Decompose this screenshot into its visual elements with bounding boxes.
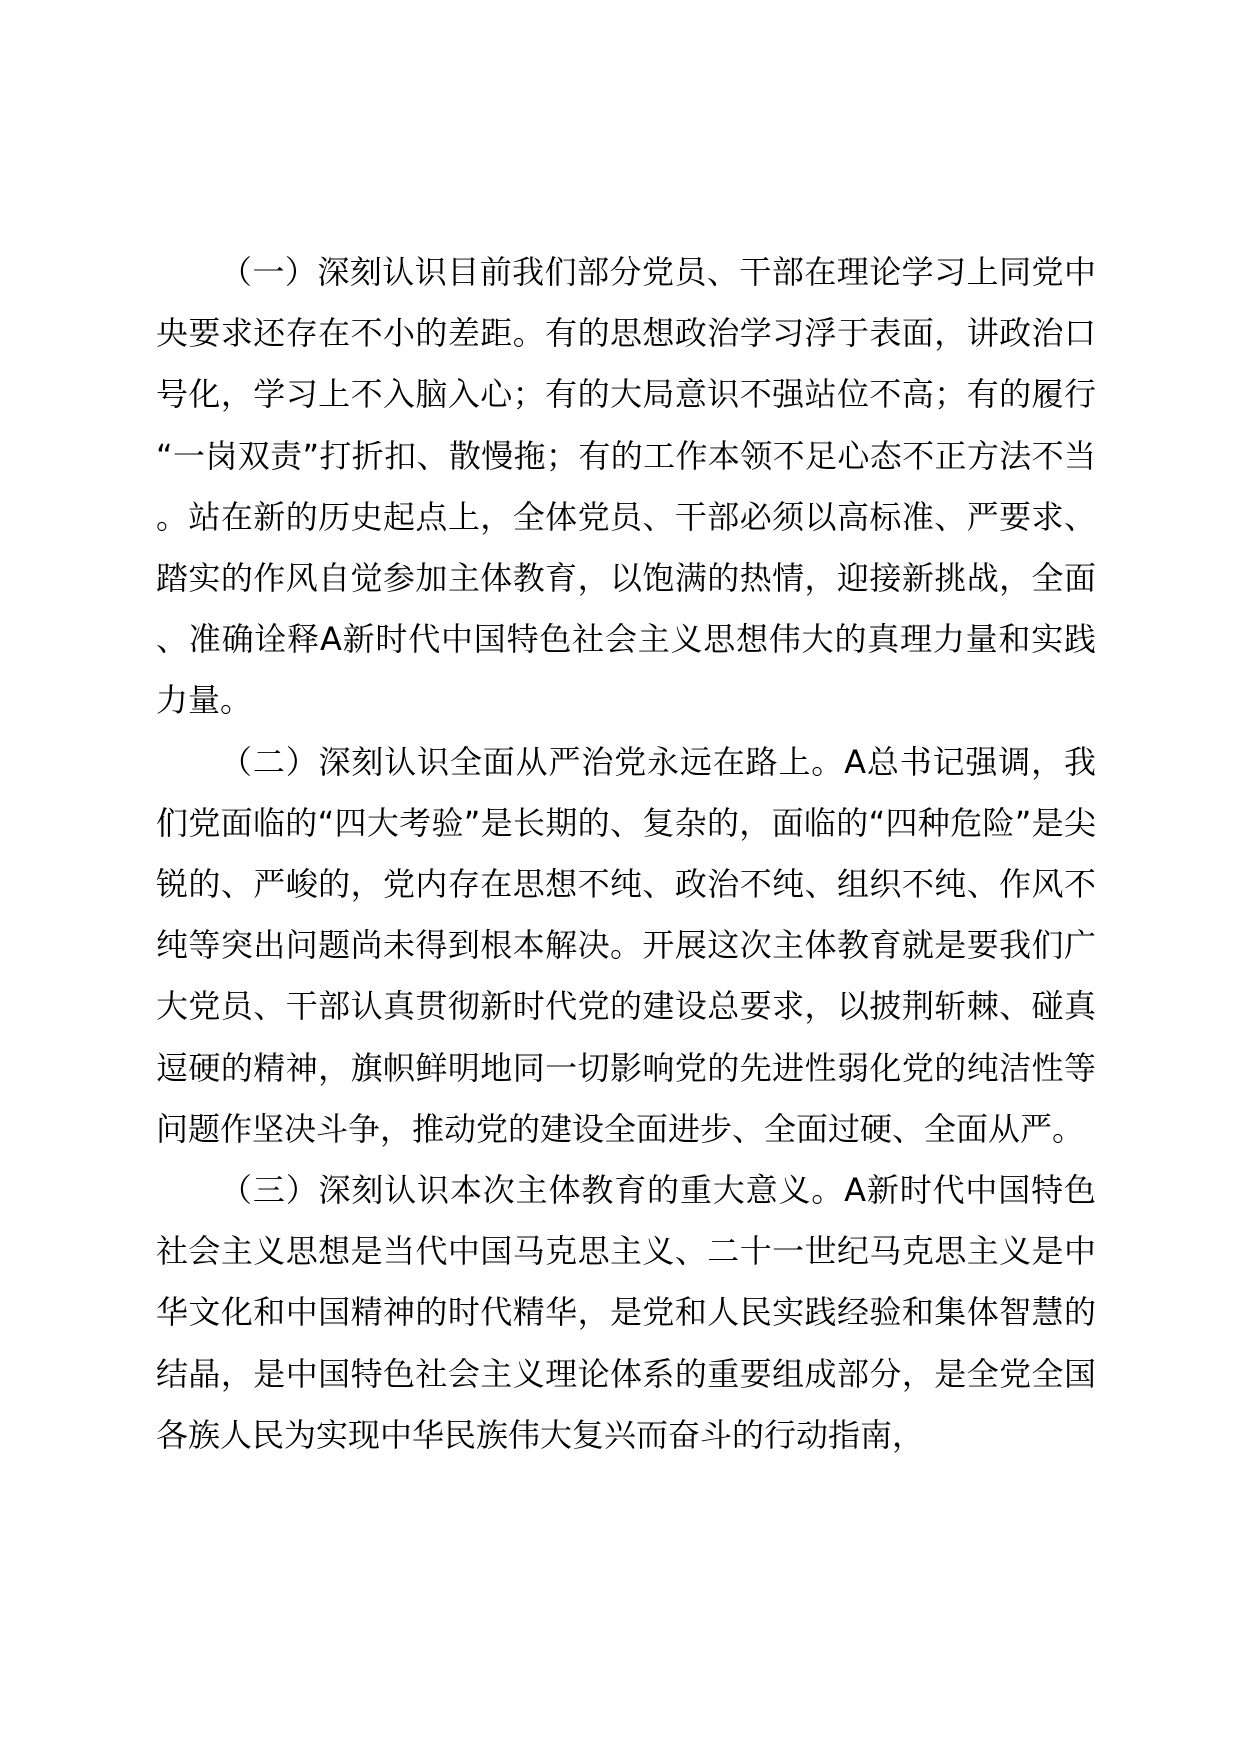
document-body <box>156 242 1096 1466</box>
paragraph-one: （一）深刻认识目前我们部分党员、干部在理论学习上同党中央要求还存在不小的差距。有的思想政治学习浮于表面，讲政治口号化，学习上不入脑入心；有的大局意识不强站位不高；有的履行“一岗双责”打折扣、散慢拖；有的工作本领不足心态不正方法不当。站在新的历史起点上，全体党员、干部必须以高标准、严要求、踏实的作风自觉参加主体教育，以饱满的热情，迎接新挑战，全面、准确诠释A新时代中国特色社会主义思想伟大的真理力量和实践力量。 <box>156 253 1096 720</box>
paragraph-three: （三）深刻认识本次主体教育的重大意义。A新时代中国特色社会主义思想是当代中国马克思主义、二十一世纪马克思主义是中华文化和中国精神的时代精华，是党和人民实践经验和集体智慧的结晶，是中国特色社会主义理论体系的重要组成部分，是全党全国各族人民为实现中华民族伟大复兴而奋斗的行动指南， <box>156 1171 1096 1454</box>
paragraph-two: （二）深刻认识全面从严治党永远在路上。A总书记强调，我们党面临的“四大考验”是长期的、复杂的，面临的“四种危险”是尖锐的、严峻的，党内存在思想不纯、政治不纯、组织不纯、作风不纯等突出问题尚未得到根本解决。开展这次主体教育就是要我们广大党员、干部认真贯彻新时代党的建设总要求，以披荆斩棘、碰真逗硬的精神，旗帜鲜明地同一切影响党的先进性弱化党的纯洁性等问题作坚决斗争，推动党的建设全面进步、全面过硬、全面从严。 <box>156 742 1096 1148</box>
